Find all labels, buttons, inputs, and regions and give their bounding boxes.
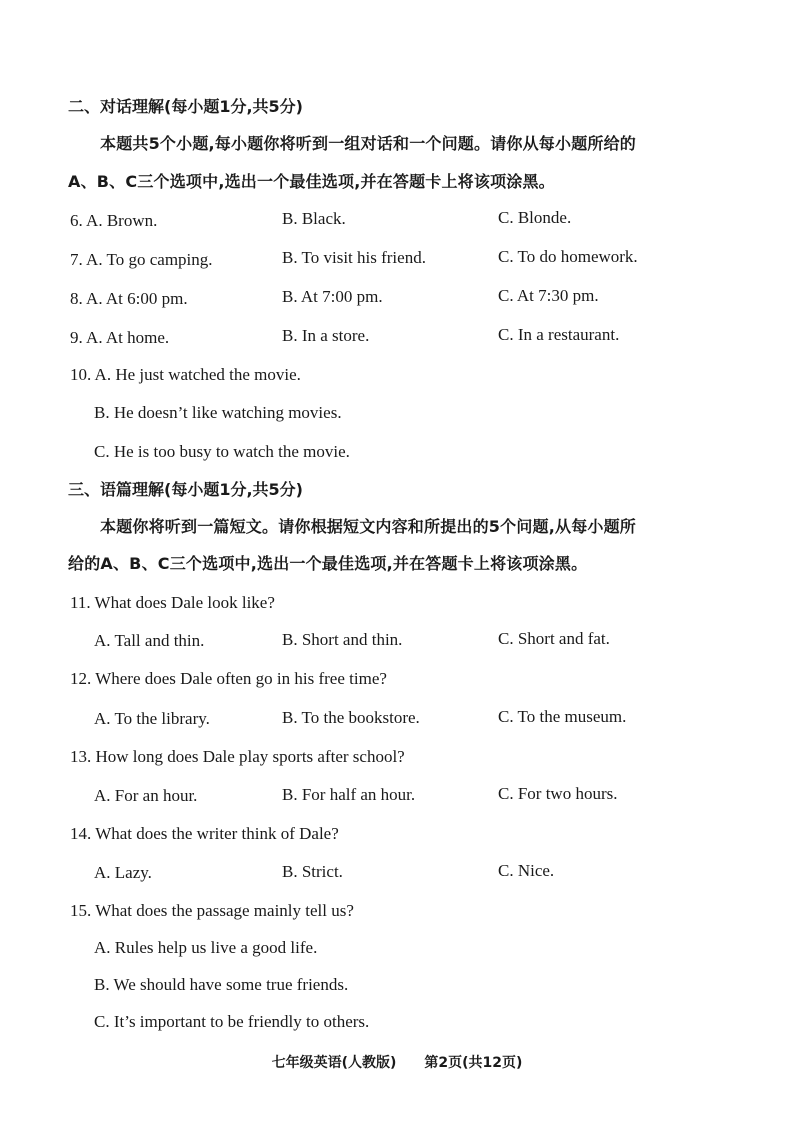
- q10-option-b: B. He doesn’t like watching movies.: [94, 403, 342, 422]
- q10-option-a: 10. A. He just watched the movie.: [70, 365, 301, 384]
- q6-option-c: C. Blonde.: [498, 208, 572, 227]
- q13-option-c: C. For two hours.: [498, 784, 618, 803]
- q14-option-c: C. Nice.: [498, 861, 555, 880]
- q8-option-a: 8. A. At 6:00 pm.: [70, 289, 188, 308]
- q8-option-c: C. At 7:30 pm.: [498, 286, 599, 305]
- q14-option-a: A. Lazy.: [94, 863, 152, 882]
- q7-option-a: 7. A. To go camping.: [70, 250, 213, 269]
- q12-option-a: A. To the library.: [94, 709, 210, 728]
- q12-option-c: C. To the museum.: [498, 707, 627, 726]
- q15-stem: 15. What does the passage mainly tell us?: [70, 901, 354, 920]
- q13-option-b: B. For half an hour.: [282, 785, 416, 804]
- q6-option-a: 6. A. Brown.: [70, 211, 158, 230]
- section-3-instruction-line-1: 本题你将听到一篇短文。请你根据短文内容和所提出的5个问题,从每小题所: [100, 517, 637, 536]
- section-2-instruction-line-2: A、B、C三个选项中,选出一个最佳选项,并在答题卡上将该项涂黑。: [68, 172, 555, 191]
- page-footer: [0, 1052, 794, 1072]
- q15-option-a: A. Rules help us live a good life.: [94, 938, 318, 957]
- q7-option-c: C. To do homework.: [498, 247, 638, 266]
- q9-option-c: C. In a restaurant.: [498, 325, 620, 344]
- section-3-instruction-line-2: 给的A、B、C三个选项中,选出一个最佳选项,并在答题卡上将该项涂黑。: [68, 554, 588, 573]
- q7-option-b: B. To visit his friend.: [282, 248, 426, 267]
- q10-option-c: C. He is too busy to watch the movie.: [94, 442, 350, 461]
- section-2-title: 二、对话理解(每小题1分,共5分): [68, 97, 303, 116]
- q13-option-a: A. For an hour.: [94, 786, 198, 805]
- q11-stem: 11. What does Dale look like?: [70, 593, 275, 612]
- q15-option-b: B. We should have some true friends.: [94, 975, 349, 994]
- q14-option-b: B. Strict.: [282, 862, 343, 881]
- q11-option-b: B. Short and thin.: [282, 630, 403, 649]
- q8-option-b: B. At 7:00 pm.: [282, 287, 383, 306]
- q11-option-c: C. Short and fat.: [498, 629, 610, 648]
- section-3-title: 三、语篇理解(每小题1分,共5分): [68, 480, 303, 499]
- footer-page-number: 第2页(共12页): [424, 1055, 523, 1071]
- q13-stem: 13. How long does Dale play sports after school?: [70, 747, 405, 766]
- q14-stem: 14. What does the writer think of Dale?: [70, 824, 339, 843]
- q12-option-b: B. To the bookstore.: [282, 708, 420, 727]
- q6-option-b: B. Black.: [282, 209, 346, 228]
- section-2-instruction-line-1: 本题共5个小题,每小题你将听到一组对话和一个问题。请你从每小题所给的: [100, 134, 637, 153]
- q9-option-a: 9. A. At home.: [70, 328, 170, 347]
- q11-option-a: A. Tall and thin.: [94, 631, 205, 650]
- footer-subject: 七年级英语(人教版): [271, 1055, 397, 1071]
- q9-option-b: B. In a store.: [282, 326, 370, 345]
- q12-stem: 12. Where does Dale often go in his free time?: [70, 669, 387, 688]
- q15-option-c: C. It’s important to be friendly to others.: [94, 1012, 370, 1031]
